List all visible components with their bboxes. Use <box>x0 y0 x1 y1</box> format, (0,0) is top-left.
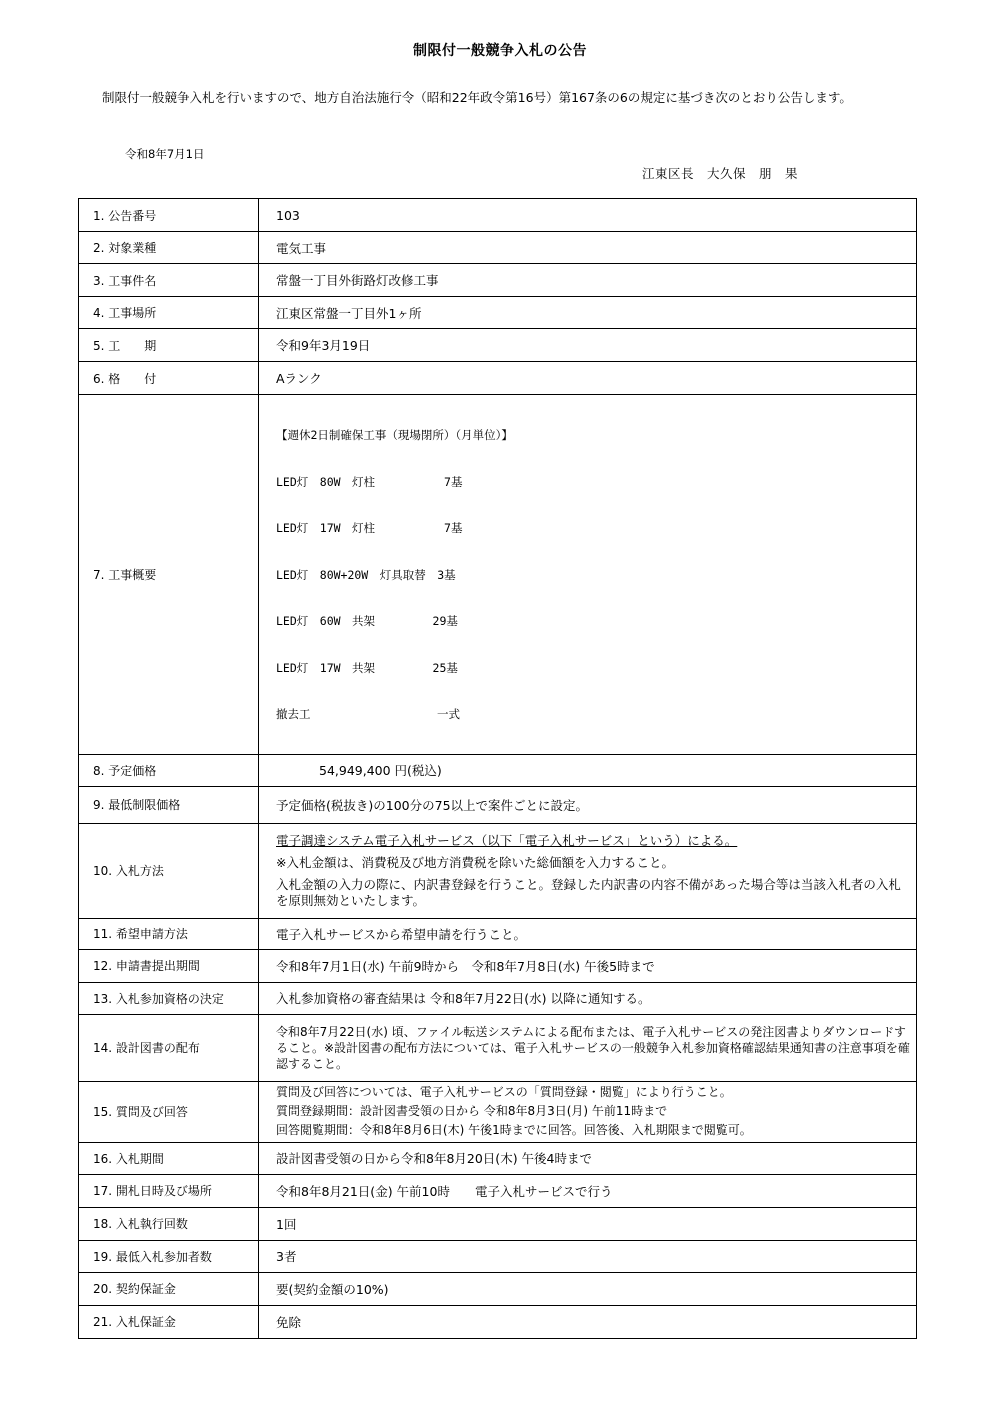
row-label: 3. 工事件名 <box>79 264 259 297</box>
qa-cell <box>259 1081 917 1142</box>
table-row <box>79 264 917 297</box>
table-row <box>79 1174 917 1207</box>
row-label: 11. 希望申請方法 <box>79 918 259 949</box>
table-row <box>79 1272 917 1305</box>
work-summary <box>259 395 917 755</box>
row-label: 4. 工事場所 <box>79 297 259 329</box>
qa-line: 質問登録期間：設計図書受領の日から 令和8年8月3日(月) 午前11時まで <box>276 1104 668 1118</box>
intro-text: 制限付一般競争入札を行いますので、地方自治法施行令（昭和22年政令第16号）第167条の6の規定に基づき次のとおり公告します。 <box>102 90 852 105</box>
row-label: 9. 最低制限価格 <box>79 786 259 823</box>
row-value: 令和8年7月22日(水) 頃、ファイル転送システムによる配布または、電子入札サービスの発注図書よりダウンロードすること。※設計図書の配布方法については、電子入札サービスの一般競争入札参加資格確認結果通知書の注意事項を確認すること。 <box>259 1014 917 1081</box>
table-row <box>79 1207 917 1240</box>
row-label: 18. 入札執行回数 <box>79 1207 259 1240</box>
row-label: 19. 最低入札参加者数 <box>79 1240 259 1272</box>
table-row <box>79 329 917 362</box>
row-value: 設計図書受領の日から令和8年8月20日(木) 午後4時まで <box>259 1142 917 1174</box>
row-label: 1. 公告番号 <box>79 199 259 232</box>
bid-method <box>259 823 917 918</box>
row-label: 14. 設計図書の配布 <box>79 1014 259 1081</box>
qa-line: 質問及び回答については、電子入札サービスの「質問登録・閲覧」により行うこと。 <box>276 1085 732 1099</box>
row-value: 3者 <box>259 1240 917 1272</box>
planned-price: 54,949,400 円(税込) <box>259 754 917 786</box>
table-row <box>79 1305 917 1338</box>
table-row <box>79 982 917 1014</box>
summary-line: LED灯 60W 共架 29基 <box>276 614 458 628</box>
summary-line: LED灯 17W 灯柱 7基 <box>276 521 463 535</box>
row-value: Aランク <box>259 362 917 395</box>
row-value: 江東区常盤一丁目外1ヶ所 <box>259 297 917 329</box>
row-value: 免除 <box>259 1305 917 1338</box>
qa-line: 回答閲覧期間：令和8年8月6日(木) 午後1時までに回答。回答後、入札期限まで閲覧可。 <box>276 1123 752 1137</box>
row-label: 7. 工事概要 <box>79 395 259 755</box>
row-label: 10. 入札方法 <box>79 823 259 918</box>
row-value: 令和9年3月19日 <box>259 329 917 362</box>
row-label: 6. 格 付 <box>79 362 259 395</box>
issuer-name: 江東区長 大久保 朋 果 <box>642 166 799 181</box>
row-label: 8. 予定価格 <box>79 754 259 786</box>
table-row <box>79 1240 917 1272</box>
row-value: 入札参加資格の審査結果は 令和8年7月22日(水) 以降に通知する。 <box>259 982 917 1014</box>
summary-line: 撤去工 一式 <box>276 707 460 721</box>
row-label: 21. 入札保証金 <box>79 1305 259 1338</box>
row-label: 13. 入札参加資格の決定 <box>79 982 259 1014</box>
bid-method-line: 入札金額の入力の際に、内訳書登録を行うこと。登録した内訳書の内容不備があった場合等は当該入札者の入札を原則無効といたします。 <box>276 876 901 908</box>
row-value: 令和8年8月21日(金) 午前10時 電子入札サービスで行う <box>259 1174 917 1207</box>
table-row <box>79 754 917 786</box>
row-value: 令和8年7月1日(水) 午前9時から 令和8年7月8日(水) 午後5時まで <box>259 949 917 982</box>
summary-line: 【週休2日制確保工事（現場閉所）（月単位）】 <box>276 428 513 442</box>
row-label: 17. 開札日時及び場所 <box>79 1174 259 1207</box>
table-row <box>79 823 917 918</box>
row-value: 1回 <box>259 1207 917 1240</box>
row-label: 12. 申請書提出期間 <box>79 949 259 982</box>
announcement-date: 令和8年7月1日 <box>125 147 205 161</box>
row-label: 2. 対象業種 <box>79 232 259 264</box>
summary-line: LED灯 80W 灯柱 7基 <box>276 474 463 489</box>
table-row <box>79 949 917 982</box>
table-row <box>79 362 917 395</box>
summary-line: LED灯 80W+20W 灯具取替 3基 <box>276 567 456 582</box>
row-value: 103 <box>259 199 917 232</box>
table-row <box>79 786 917 823</box>
row-value: 常盤一丁目外街路灯改修工事 <box>259 264 917 297</box>
table-row <box>79 232 917 264</box>
table-row <box>79 918 917 949</box>
bid-method-line: ※入札金額は、消費税及び地方消費税を除いた総価額を入力すること。 <box>276 854 674 870</box>
table-row <box>79 1142 917 1174</box>
table-row <box>79 1014 917 1081</box>
row-label: 16. 入札期間 <box>79 1142 259 1174</box>
row-label: 20. 契約保証金 <box>79 1272 259 1305</box>
row-value: 電子入札サービスから希望申請を行うこと。 <box>259 918 917 949</box>
table-row <box>79 1081 917 1142</box>
row-value: 予定価格(税抜き)の100分の75以上で案件ごとに設定。 <box>259 786 917 823</box>
table-row <box>79 395 917 755</box>
summary-line: LED灯 17W 共架 25基 <box>276 660 458 675</box>
page-title: 制限付一般競争入札の公告 <box>413 43 587 59</box>
row-label: 15. 質問及び回答 <box>79 1081 259 1142</box>
table-row <box>79 199 917 232</box>
announcement-table <box>78 198 917 1339</box>
row-value: 電気工事 <box>259 232 917 264</box>
table-row <box>79 297 917 329</box>
row-label: 5. 工 期 <box>79 329 259 362</box>
row-value: 要(契約金額の10%) <box>259 1272 917 1305</box>
bid-method-line: 電子調達システム電子入札サービス（以下「電子入札サービス」という）による。 <box>276 832 738 848</box>
